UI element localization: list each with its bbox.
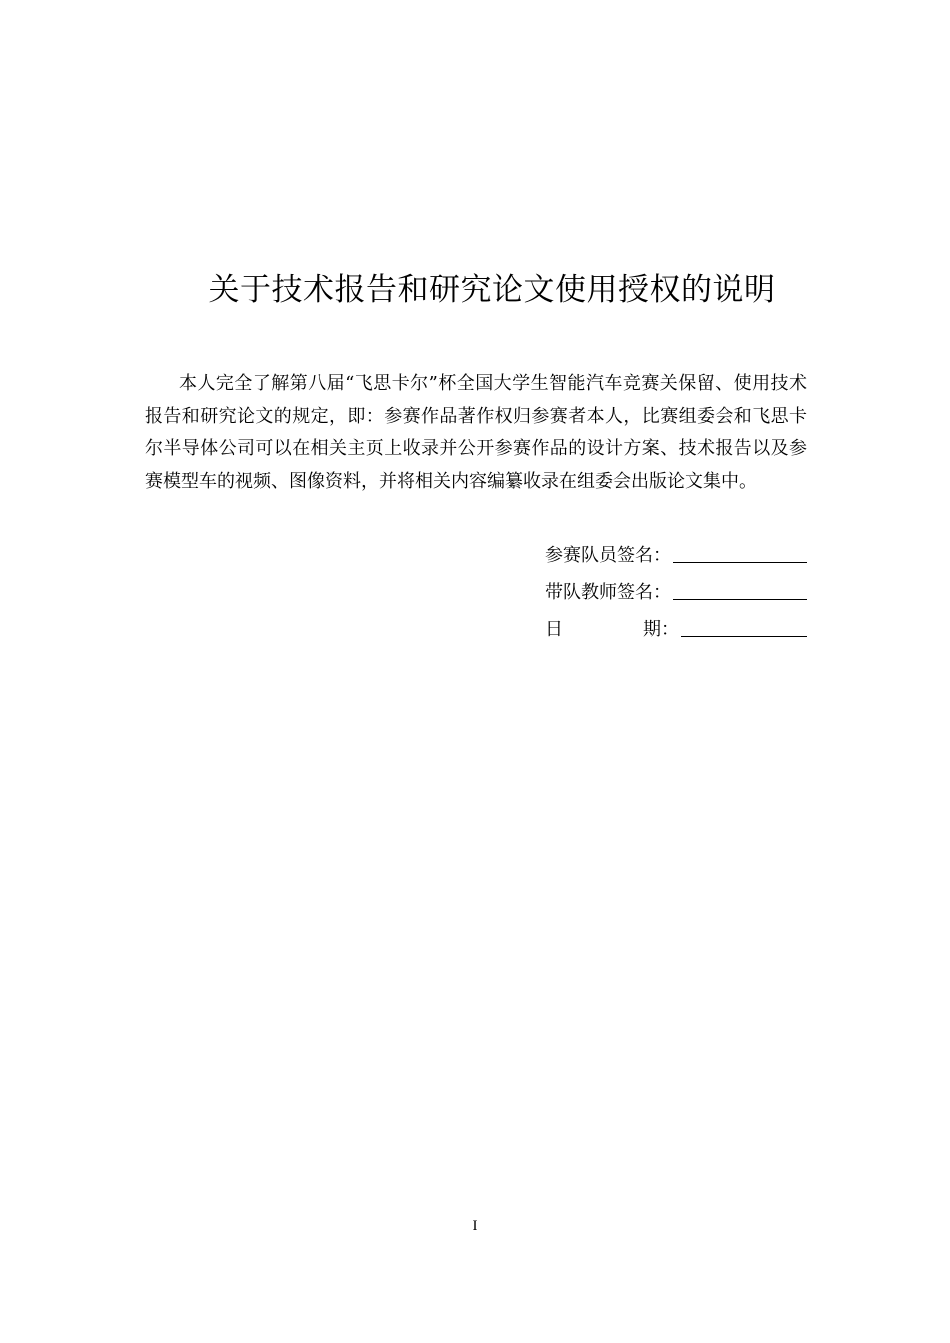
member-signature-line xyxy=(673,544,807,563)
advisor-signature-label: 带队教师签名： xyxy=(545,581,671,603)
advisor-signature-row xyxy=(545,572,807,609)
member-signature-row xyxy=(545,535,807,572)
date-line xyxy=(681,618,807,637)
date-label-right: 期： xyxy=(643,618,679,640)
signature-block xyxy=(545,535,807,646)
page-number: I xyxy=(472,1218,478,1234)
date-row xyxy=(545,609,807,646)
date-label xyxy=(545,615,679,641)
member-signature-label: 参赛队员签名： xyxy=(545,544,671,566)
authorization-paragraph: 本人完全了解第八届“飞思卡尔”杯全国大学生智能汽车竞赛关保留、使用技术报告和研究论文的规定，即：参赛作品著作权归参赛者本人，比赛组委会和飞思卡尔半导体公司可以在相关主页上收录并公开参赛作品的设计方案、技术报告以及参赛模型车的视频、图像资料，并将相关内容编纂收录在组委会出版论文集中。 xyxy=(145,373,807,492)
document-title: 关于技术报告和研究论文使用授权的说明 xyxy=(208,272,776,308)
advisor-signature-line xyxy=(673,581,807,600)
date-label-left: 日 xyxy=(545,618,563,640)
